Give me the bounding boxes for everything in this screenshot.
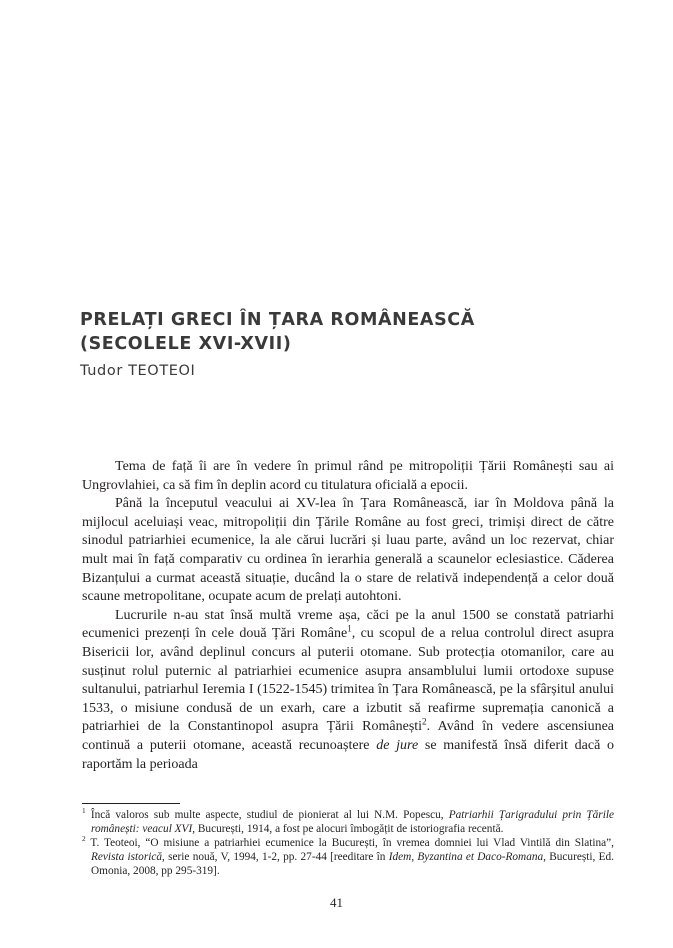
- author-name: Tudor TEOTEOI: [80, 363, 196, 379]
- footnote-2-text-a: T. Teoteoi, “O misiune a patriarhiei ecumenice la București, în vremea domniei lui Vlad Vintilă din Slatina”,: [85, 837, 614, 849]
- footnote-divider: [82, 803, 180, 804]
- footnote-2-number: 2: [82, 834, 86, 844]
- footnote-2-italic-2: Idem: [388, 851, 412, 863]
- footnote-1-text-b: , București, 1914, a fost pe alocuri îmbogățit de istoriografia recentă.: [192, 823, 504, 835]
- footnote-2-italic-3: Byzantina et Daco-Romana: [417, 851, 544, 863]
- paragraph-3: [82, 607, 614, 774]
- footnote-ref-2[interactable]: 2: [422, 716, 427, 727]
- paragraph-3-text-c: . Având în vedere ascensiunea continuă a puterii otomane, această recunoaștere: [82, 719, 614, 753]
- paragraph-3-text-a: Lucrurile n-au stat însă multă vreme așa, căci pe la anul 1500 se constată patriarhi ecumenici prezenți în cele două Țări Române: [82, 607, 614, 642]
- article-body: [82, 458, 614, 774]
- footnote-2-italic-1: Revista istorică: [91, 851, 163, 863]
- page-number: 41: [330, 895, 343, 910]
- article-title-line-2: (SECOLELE XVI-XVII): [80, 334, 292, 354]
- footnote-2-text-c: ,: [411, 851, 418, 863]
- footnotes: [82, 808, 614, 878]
- footnote-2-text-b: , serie nouă, V, 1994, 1-2, pp. 27-44 [reeditare în: [162, 851, 389, 863]
- footnote-1-number: 1: [82, 806, 86, 816]
- paragraph-3-text-b: , cu scopul de a relua controlul direct asupra Bisericii lor, având deplinul concurs al puterii otomane. Sub protecția otomanilor, care au susținut rolul puternic al patriarhiei ecumenice asupra ansamblului lumii ortodoxe supuse sultanului, patriarhul Ieremia I (1522-1545) trimitea în Țara Românească, pe la sfârșitul anului 1533, o misiune condusă de un exarh, care a izbutit să reafirme supremația canonică a patriarhiei de la Constantinopol asupra Țării Românești: [82, 626, 615, 735]
- footnote-1-italic: Patriarhii Țarigradului prin Țările românești: veacul XVI: [91, 809, 614, 835]
- paragraph-3-italic: de jure: [376, 737, 419, 753]
- article-title: [80, 308, 600, 356]
- footnote-2: [82, 836, 614, 878]
- footnote-1-text-a: Încă valoros sub multe aspecte, studiul de pionierat al lui N.M. Popescu,: [85, 809, 449, 821]
- footnote-2-text-d: , București, Ed. Omonia, 2008, pp 295-319].: [91, 851, 614, 877]
- footnote-1: [82, 808, 614, 836]
- footnote-ref-1[interactable]: 1: [347, 623, 352, 634]
- paragraph-2: Până la începutul veacului ai XV-lea în Țara Românească, iar în Moldova până la mijlocul aceluiași veac, mitropoliții din Țările Române au fost greci, trimiși direct de către sinodul patriarhiei ecumenice, la ale cărui lucrări și luau parte, având un loc rezervat, chiar mult mai în față comparativ cu ordinea în ierarhia generală a scaunelor eclesiastice. Căderea Bizanțului a curmat această situație, ducând la o stare de relativă independență a celor două scaune metropolitane, ocupate acum de prelați autohtoni.: [82, 496, 614, 605]
- article-title-line-1: PRELAȚI GRECI ÎN ȚARA ROMÂNEASCĂ: [80, 310, 475, 330]
- paragraph-1: Tema de față îi are în vedere în primul rând pe mitropoliții Țării Românești sau ai Ungrovlahiei, ca să fim în deplin acord cu titulatura oficială a epocii.: [82, 459, 614, 493]
- paragraph-3-text-d: se manifestă însă diferit dacă o raportăm la perioada: [82, 737, 615, 772]
